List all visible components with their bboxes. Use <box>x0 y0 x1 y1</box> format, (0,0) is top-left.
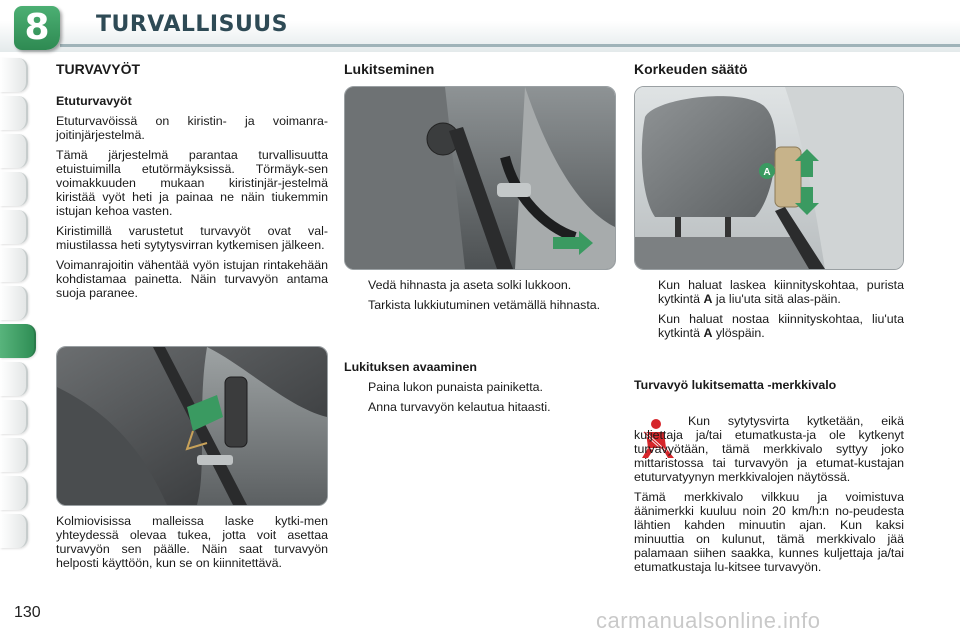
paragraph: Kun sytytysvirta kytketään, eikä kuljettaja ja/tai etumatkusta-ja ole kytkenyt turvavyötään, tämä merkkivalo syttyy joko mittaristossa tai turvavyön ja etumat-kustajan etuturvatyynyn merkkivalojen näytössä. <box>634 414 904 484</box>
list-item: Kun haluat nostaa kiinnityskohtaa, liu'uta kytkintä A ylöspäin. <box>658 312 904 340</box>
key-label-A: A <box>703 292 713 306</box>
paragraph: Kiristimillä varustetut turvavyöt ovat val-miustilassa heti sytytysvirran kytkemisen jälkeen. <box>56 224 328 252</box>
paragraph: Etuturvavöissä on kiristin- ja voimanra-joitinjärjestelmä. <box>56 114 328 142</box>
chapter-tab-7[interactable] <box>0 286 28 320</box>
height-steps <box>634 278 904 346</box>
section-title-height: Korkeuden säätö <box>634 61 748 77</box>
photo-belt-support <box>56 346 328 506</box>
chapter-tab-2[interactable] <box>0 96 28 130</box>
paragraph: Tämä järjestelmä parantaa turvallisuutta etuistuimilla etutörmäyksissä. Törmäyk-sen voimakkuuden mukaan kiristinjär-jestelmä kiristää vyöt heti ja painaa ne näin tiukemmin istujan kehoa vasten. <box>56 148 328 218</box>
list-item: Kun haluat laskea kiinnityskohtaa, purista kytkintä A ja liu'uta sitä alas-päin. <box>658 278 904 306</box>
unlocking-section <box>344 360 616 420</box>
chapter-tab-13[interactable] <box>0 514 28 548</box>
column-height-adjust <box>634 62 904 88</box>
chapter-tab-6[interactable] <box>0 248 28 282</box>
warning-section-title <box>634 378 904 398</box>
chapter-tab-4[interactable] <box>0 172 28 206</box>
chapter-tab-11[interactable] <box>0 438 28 472</box>
warning-text <box>634 414 904 580</box>
chapter-title: TURVALLISUUS <box>96 12 289 37</box>
column-seatbelts <box>56 62 328 306</box>
chapter-tab-12[interactable] <box>0 476 28 510</box>
subheading-front-belts: Etuturvavyöt <box>56 94 132 108</box>
header-rule <box>60 44 960 47</box>
photo-belt-buckle <box>344 86 616 270</box>
subheading-unlocking: Lukituksen avaaminen <box>344 360 477 374</box>
section-title-locking: Lukitseminen <box>344 61 435 77</box>
list-item: Anna turvavyön kelautua hitaasti. <box>368 400 551 414</box>
caption-belt-support <box>56 514 328 576</box>
chapter-tabs <box>0 58 36 552</box>
list-item: Paina lukon punaista painiketta. <box>368 380 543 394</box>
chapter-tab-9[interactable] <box>0 362 28 396</box>
section-title-seatbelts: TURVAVYÖT <box>56 61 141 77</box>
chapter-tab-8-active[interactable] <box>0 324 36 358</box>
chapter-tab-1[interactable] <box>0 58 28 92</box>
photo-caption: Kolmiovisissa malleissa laske kytki-men yhteydessä olevaa tukea, jotta voit asettaa turvavyön sen päälle. Näin saat turvavyön helposti käyttöön, kun se on kiinnitettävä. <box>56 514 328 570</box>
chapter-number-badge: 8 <box>14 6 60 50</box>
chapter-tab-3[interactable] <box>0 134 28 168</box>
column-locking <box>344 62 616 88</box>
page-number: 130 <box>14 604 41 621</box>
locking-steps <box>344 278 616 318</box>
list-item: Vedä hihnasta ja aseta solki lukkoon. <box>368 278 572 292</box>
key-label-A: A <box>703 326 713 340</box>
paragraph: Tämä merkkivalo vilkkuu ja voimistuva äänimerkki kuuluu noin 20 km/h:n no-peudesta lähtien kahden minuutin ajan. Kun kaksi minuuttia on kulunut, tämä merkkivalo jää palamaan siihen saakka, kunnes kuljettaja ja/tai etumatkustaja lu-kitsee turvavyön. <box>634 490 904 574</box>
subheading-seatbelt-warning: Turvavyö lukitsematta -merkkivalo <box>634 378 837 392</box>
photo-height-adjuster <box>634 86 904 270</box>
chapter-tab-10[interactable] <box>0 400 28 434</box>
watermark: carmanualsonline.info <box>596 608 821 633</box>
list-item: Tarkista lukkiutuminen vetämällä hihnasta. <box>368 298 601 312</box>
label-A: A <box>763 167 771 178</box>
chapter-tab-5[interactable] <box>0 210 28 244</box>
paragraph: Voimanrajoitin vähentää vyön istujan rintakehään kohdistamaa painetta. Näin turvavyön antama suoja paranee. <box>56 258 328 300</box>
